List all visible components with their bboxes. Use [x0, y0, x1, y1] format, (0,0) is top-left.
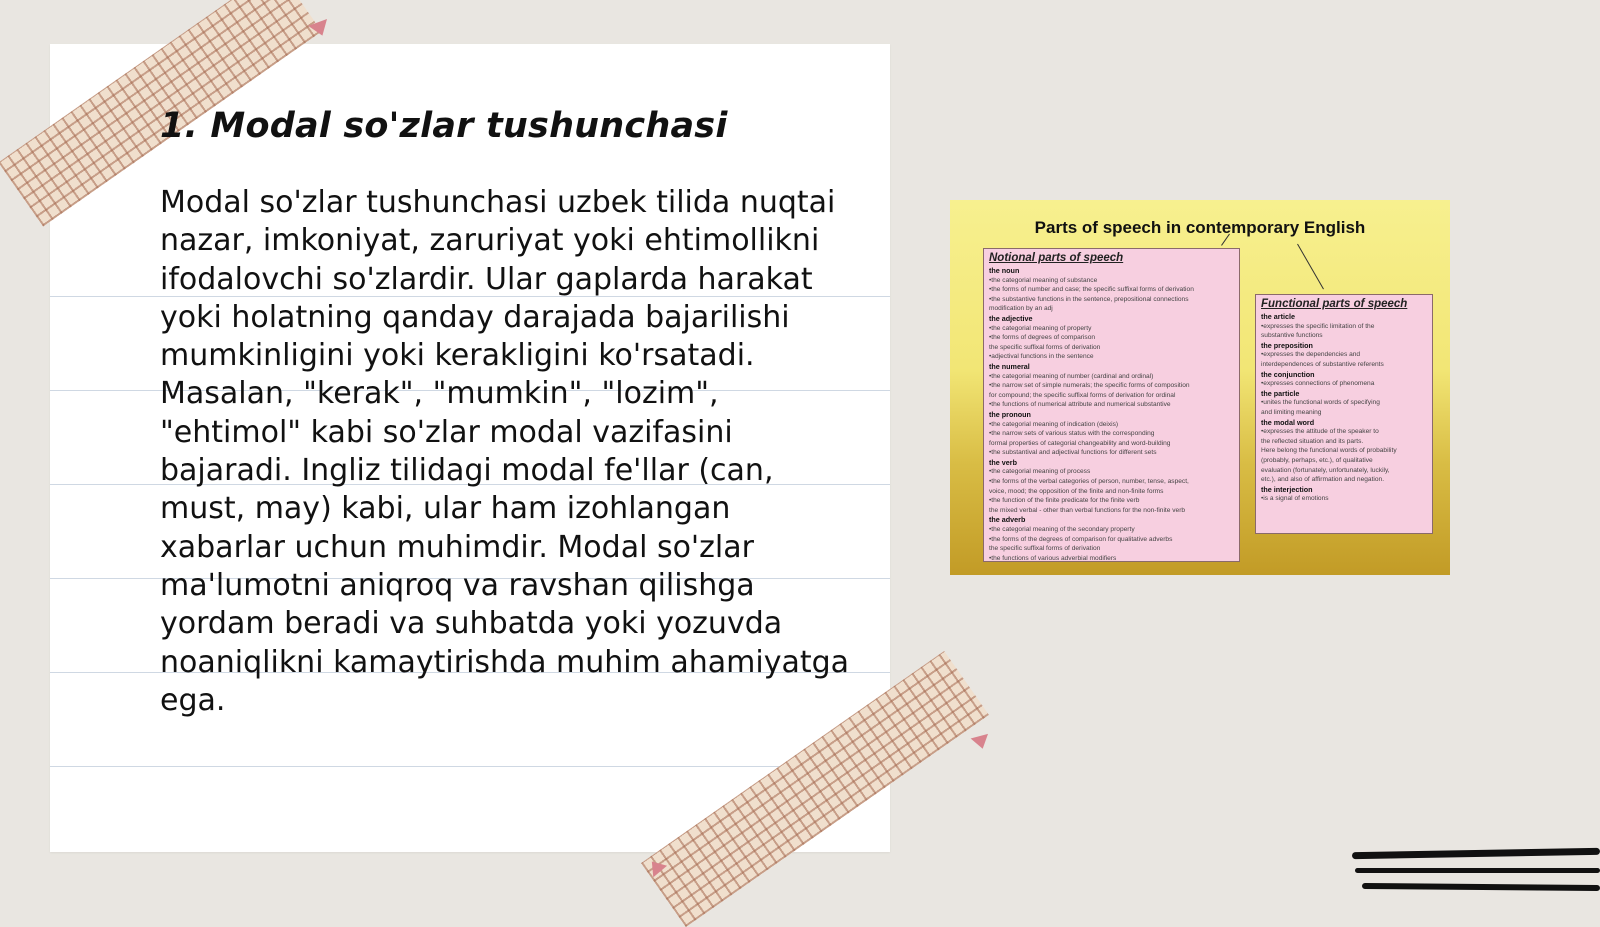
part-of-speech-line: the specific suffixal forms of derivation: [989, 545, 1101, 553]
part-of-speech-line: •the function of the finite predicate for the finite verb: [989, 497, 1140, 505]
part-of-speech-line: voice, mood; the opposition of the finite and non-finite forms: [989, 487, 1164, 495]
part-of-speech-heading: the article: [1261, 312, 1295, 321]
part-of-speech-line: evaluation (fortunately, unfortunately, luckily,: [1261, 466, 1390, 474]
part-of-speech-line: •the narrow set of simple numerals; the specific forms of composition: [989, 382, 1190, 390]
paper-rule-line: [50, 766, 890, 767]
notional-parts-box: [983, 248, 1240, 562]
notional-parts-title: Notional parts of speech: [989, 252, 1124, 264]
part-of-speech-line: and limiting meaning: [1261, 408, 1322, 416]
arrow-line: [1297, 244, 1324, 290]
part-of-speech-heading: the verb: [989, 457, 1017, 467]
part-of-speech-heading: the particle: [1261, 388, 1300, 398]
part-of-speech-line: •the narrow sets of various status with the corresponding: [989, 430, 1155, 438]
part-of-speech-line: •the categorial meaning of property: [989, 324, 1092, 332]
part-of-speech-heading: the adjective: [989, 313, 1033, 323]
part-of-speech-line: the specific suffixal forms of derivation: [989, 343, 1101, 351]
parts-of-speech-figure: [950, 200, 1450, 575]
part-of-speech-heading: the modal word: [1261, 417, 1315, 427]
part-of-speech-line: •expresses the dependencies and: [1261, 351, 1361, 359]
part-of-speech-line: •the categorial meaning of number (cardinal and ordinal): [989, 372, 1154, 380]
part-of-speech-line: modification by an adj: [989, 305, 1053, 313]
part-of-speech-line: etc.), and also of affirmation and negation.: [1261, 476, 1385, 484]
part-of-speech-line: •the substantive functions in the sentence, prepositional connections: [989, 295, 1189, 303]
part-of-speech-line: the mixed verbal - other than verbal functions for the non-finite verb: [989, 506, 1186, 514]
part-of-speech-line: •the categorial meaning of the secondary property: [989, 526, 1135, 534]
part-of-speech-line: Here belong the functional words of probability: [1261, 447, 1397, 455]
part-of-speech-line: formal properties of categorial changeability and word-building: [989, 439, 1171, 447]
part-of-speech-line: •the categorial meaning of substance: [989, 276, 1098, 284]
part-of-speech-line: interdependences of substantive referents: [1261, 360, 1384, 368]
brush-stroke: [1352, 848, 1600, 859]
part-of-speech-line: •expresses connections of phenomena: [1261, 380, 1375, 388]
part-of-speech-heading: the adverb: [989, 515, 1026, 525]
part-of-speech-line: •expresses the attitude of the speaker to: [1261, 428, 1379, 436]
part-of-speech-line: (probably, perhaps, etc.), of qualitative: [1261, 456, 1373, 464]
tape-corner-decoration: [971, 734, 992, 751]
part-of-speech-heading: the noun: [989, 266, 1020, 275]
part-of-speech-line: •the forms of number and case; the specific suffixal forms of derivation: [989, 286, 1194, 294]
part-of-speech-heading: the preposition: [1261, 340, 1313, 350]
functional-parts-list: [1261, 312, 1427, 504]
part-of-speech-heading: the interjection: [1261, 484, 1313, 494]
part-of-speech-heading: the pronoun: [989, 409, 1031, 419]
part-of-speech-heading: the numeral: [989, 361, 1030, 371]
part-of-speech-line: •the categorial meaning of process: [989, 468, 1091, 476]
brush-stroke: [1355, 868, 1600, 873]
part-of-speech-line: •the substantival and adjectival functions for different sets: [989, 449, 1157, 457]
figure-title: Parts of speech in contemporary English: [1034, 218, 1366, 237]
part-of-speech-line: •the forms of the degrees of comparison for qualitative adverbs: [989, 535, 1173, 543]
part-of-speech-line: •is a signal of emotions: [1261, 495, 1329, 503]
functional-parts-title: Functional parts of speech: [1261, 298, 1408, 310]
slide-body-text: Modal so'zlar tushunchasi uzbek tilida nuqtai nazar, imkoniyat, zaruriyat yoki ehtimollikni ifodalovchi so'zlardir. Ular gaplarda harakat yoki holatning qanday darajada bajarilishi mumkinligini yoki kerakligini ko'rsatadi. Masalan, "kerak", "mumkin", "lozim", "ehtimol" kabi so'zlar modal vazifasini bajaradi. Ingliz tilidagi modal fe'llar (can, must, may) kabi, ular ham izohlangan xabarlar uchun muhimdir. Modal so'zlar ma'lumotni aniqroq va ravshan qilishga yordam beradi va suhbatda yoki yozuvda noaniqlikni kamaytirishda muhim ahamiyatga ega.: [160, 185, 850, 718]
part-of-speech-line: •the forms of degrees of comparison: [989, 334, 1096, 342]
brush-stroke: [1362, 883, 1600, 891]
slide-title: 1. Modal so'zlar tushunchasi: [160, 106, 728, 146]
part-of-speech-line: •the categorial meaning of indication (deixis): [989, 420, 1119, 428]
part-of-speech-line: substantive functions: [1261, 332, 1323, 340]
functional-parts-box: [1255, 294, 1433, 534]
part-of-speech-line: •the functions of numerical attribute and numerical substantive: [989, 401, 1171, 409]
part-of-speech-line: •adjectival functions in the sentence: [989, 353, 1094, 361]
part-of-speech-line: •expresses the specific limitation of the: [1261, 322, 1375, 330]
part-of-speech-line: for compound; the specific suffixal forms of derivation for ordinal: [989, 391, 1176, 399]
part-of-speech-line: •the functions of various adverbial modifiers: [989, 554, 1117, 562]
notional-parts-list: [989, 266, 1234, 562]
part-of-speech-line: •the forms of the verbal categories of person, number, tense, aspect,: [989, 478, 1189, 486]
part-of-speech-heading: the conjunction: [1261, 369, 1315, 379]
part-of-speech-line: •unites the functional words of specifying: [1261, 399, 1380, 407]
part-of-speech-line: the reflected situation and its parts.: [1261, 437, 1364, 445]
